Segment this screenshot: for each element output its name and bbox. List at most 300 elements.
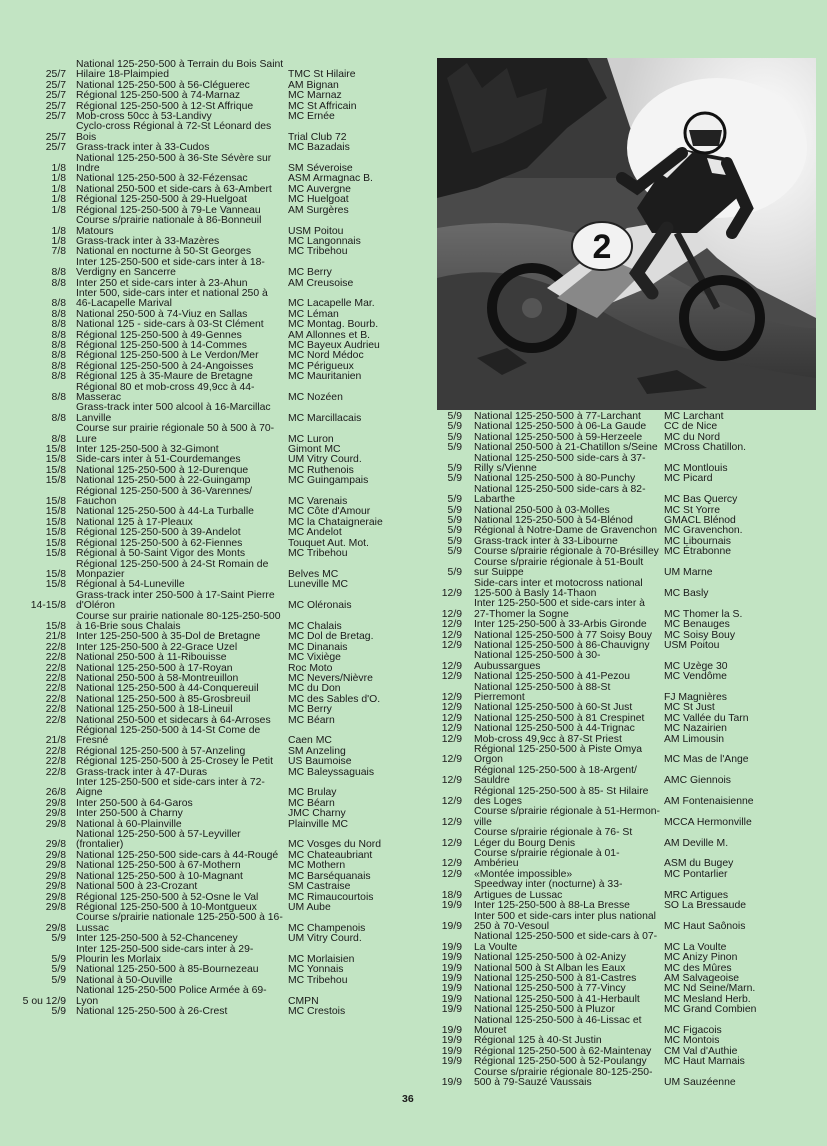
event-date: 18/9: [441, 889, 462, 901]
event-row: [22, 549, 422, 559]
event-date: 15/8: [45, 620, 66, 632]
event-description: Course s/prairie nationale 125-250-500 à 16-Lussac: [76, 912, 283, 934]
event-organizer: Plainville MC: [288, 818, 349, 830]
event-date: 25/7: [45, 142, 66, 154]
event-date: 5/9: [51, 974, 66, 986]
event-date: 19/9: [441, 962, 462, 974]
event-description: Course sur prairie régionale 50 à 500 à 70-Lure: [76, 423, 275, 445]
event-organizer: USM Poitou: [664, 639, 720, 651]
event-row: [22, 154, 422, 175]
event-description: National 125-250-500 à 30-Aubussargues: [474, 650, 601, 672]
event-row: [22, 882, 422, 892]
event-date: 5/9: [51, 1005, 66, 1017]
event-organizer: JMC Charny: [288, 808, 346, 820]
event-organizer: ASM Armagnac B.: [288, 173, 373, 185]
event-organizer: MC Béarn: [288, 797, 335, 809]
event-description: Régional 125-250-500 à 10-Montgueux: [76, 901, 257, 913]
event-organizer: MC Gravenchon.: [664, 525, 743, 537]
event-row: [22, 778, 422, 799]
event-organizer: MC St Affricain: [288, 100, 357, 112]
event-description: Régional 125-250-500 à 14-Commes: [76, 339, 247, 351]
event-organizer: UM Marne: [664, 567, 713, 579]
event-description: National 500 à St Alban les Eaux: [474, 962, 626, 974]
event-date: 12/9: [441, 796, 462, 808]
event-date: 25/7: [45, 111, 66, 123]
event-date: 22/8: [45, 704, 66, 716]
event-organizer: AM Limousin: [664, 733, 725, 745]
event-date: 29/8: [45, 849, 66, 861]
event-description: National 125-250-500 à 56-Cléguerec: [76, 79, 250, 91]
event-date: 19/9: [441, 941, 462, 953]
event-description: Grass-track inter 250-500 à 17-Saint Pierre d'Oléron: [76, 589, 275, 612]
event-description: National 125-250-500 à Pluzor: [474, 1004, 615, 1016]
event-description: National 250-500 à 58-Montreuillon: [76, 672, 239, 684]
event-description: Inter 125-250-500 à 32-Gimont: [76, 444, 219, 456]
event-date: 15/8: [45, 496, 66, 508]
event-date: 12/9: [441, 754, 462, 766]
event-organizer: MC la Chataigneraie: [288, 516, 383, 528]
event-description: National 125-250-500 à 44-Conquereuil: [76, 683, 259, 695]
event-organizer: MC Dinanais: [288, 641, 348, 653]
event-description: Régional 80 et mob-cross 49,9cc à 44-Masserac: [76, 381, 255, 403]
event-row: [22, 986, 422, 1007]
event-row: [22, 383, 422, 404]
event-date: 15/8: [45, 516, 66, 528]
event-description: Régional à 54-Luneville: [76, 579, 185, 591]
event-date: 8/8: [51, 339, 66, 351]
right-calendar-column: [428, 412, 826, 1088]
event-description: Inter 125-250-500 à 52-Chanceney: [76, 933, 238, 945]
motocross-photo: [437, 58, 816, 410]
event-organizer: MC Mothern: [288, 860, 346, 872]
event-row: [22, 424, 422, 445]
event-organizer: MC Oléronais: [288, 600, 352, 612]
event-organizer: Gimont MC: [288, 444, 341, 456]
event-date: 25/7: [45, 79, 66, 91]
event-description: National 125-250-500 à 10-Magnant: [76, 870, 243, 882]
event-organizer: Luneville MC: [288, 579, 349, 591]
event-organizer: MC Périgueux: [288, 360, 354, 372]
event-description: Régional 125-250-500 à 62-Maintenay: [474, 1045, 652, 1057]
event-description: Inter 500, side-cars inter et national 250 à 46-Lacapelle Marival: [76, 287, 268, 310]
event-description: Grass-track inter 500 alcool à 16-Marcillac Lanville: [76, 402, 271, 424]
event-organizer: MC Nazairien: [664, 723, 727, 735]
event-date: 8/8: [51, 298, 66, 310]
event-date: 15/8: [45, 475, 66, 487]
event-date: 19/9: [441, 1077, 462, 1088]
event-description: Grass-track inter à 47-Duras: [76, 766, 208, 778]
event-description: National 125-250-500 à 67-Mothern: [76, 860, 241, 872]
event-date: 8/8: [51, 329, 66, 341]
event-row: [22, 487, 422, 508]
event-organizer: MCCA Hermonville: [664, 816, 752, 828]
event-organizer: MC Baleyssaguais: [288, 766, 375, 778]
event-date: 12/9: [441, 733, 462, 745]
event-date: 5/9: [447, 411, 462, 422]
event-organizer: MC Ernée: [288, 111, 335, 123]
event-organizer: MCross Chatillon.: [664, 442, 746, 454]
event-description: Grass-track inter à 33-Mazères: [76, 235, 220, 247]
event-organizer: MC Haut Saônois: [664, 920, 746, 932]
event-row: [428, 953, 826, 963]
event-description: Mob-cross 50cc à 53-Landivy: [76, 111, 212, 123]
event-organizer: AM Surgères: [288, 204, 349, 216]
event-date: 14-15/8: [30, 600, 66, 612]
event-date: 12/9: [441, 619, 462, 631]
event-organizer: MC Huelgoat: [288, 194, 349, 206]
event-date: 12/9: [441, 671, 462, 683]
event-description: Inter 250-500 à Charny: [76, 808, 183, 820]
event-row: [22, 913, 422, 934]
event-organizer: MC Barséquanais: [288, 870, 371, 882]
event-date: 19/9: [441, 952, 462, 964]
event-organizer: MC Marnaz: [288, 90, 342, 102]
event-row: [428, 1005, 826, 1015]
event-date: 29/8: [45, 870, 66, 882]
event-description: Grass-track inter à 33-Cudos: [76, 142, 210, 154]
event-description: Régional à 50-Saint Vigor des Monts: [76, 548, 246, 560]
event-organizer: MC Auvergne: [288, 183, 351, 195]
event-date: 25/7: [45, 131, 66, 143]
event-date: 29/8: [45, 901, 66, 913]
event-organizer: AM Creusoise: [288, 277, 354, 289]
event-description: Régional 125-250-500 à 39-Andelot: [76, 527, 241, 539]
event-organizer: MC Andelot: [288, 527, 342, 539]
event-date: 22/8: [45, 756, 66, 768]
event-row: [22, 934, 422, 944]
event-description: National 125-250-500 à 36-Ste Sévère sur Indre: [76, 152, 272, 175]
event-date: 5/9: [51, 953, 66, 965]
event-row: [22, 60, 422, 81]
event-description: Inter 250 et side-cars inter à 23-Ahun: [76, 277, 248, 289]
event-organizer: TMC St Hilaire: [288, 69, 356, 81]
event-description: National 500 à 23-Crozant: [76, 881, 198, 893]
event-date: 25/7: [45, 90, 66, 102]
event-row: [428, 672, 826, 682]
event-description: Inter 125-250-500 à 22-Grace Uzel: [76, 641, 238, 653]
event-row: [428, 454, 826, 475]
event-description: «Montée impossible»: [474, 868, 573, 880]
event-date: 12/9: [441, 629, 462, 641]
event-date: 22/8: [45, 641, 66, 653]
event-description: Inter 250-500 à 64-Garos: [76, 797, 193, 809]
event-organizer: AM Deville M.: [664, 837, 729, 849]
left-calendar-column: [22, 60, 422, 1017]
event-organizer: MC Grand Combien: [664, 1004, 757, 1016]
event-description: National 125-250-500 à 17-Royan: [76, 662, 233, 674]
event-organizer: MC Nord Médoc: [288, 350, 364, 362]
event-description: National 125-250-500 à 54-Blénod: [474, 515, 633, 527]
event-date: 15/8: [45, 537, 66, 549]
event-organizer: MC Berry: [288, 704, 332, 716]
event-organizer: AMC Giennois: [664, 775, 731, 787]
event-description: Régional 125-250-500 à Le Verdon/Mer: [76, 350, 259, 362]
event-description: Régional 125-250-500 à 24-St Romain de Monpazier: [76, 558, 269, 580]
event-row: [428, 787, 826, 808]
photo-number-plate: 2: [592, 228, 612, 266]
event-organizer: MC Montlouis: [664, 463, 728, 475]
event-date: 21/8: [45, 735, 66, 747]
event-description: National 125-250-500 à 44-Trignac: [474, 723, 635, 735]
event-description: Course s/prairie régionale 80-125-250-500 à 79-Sauzé Vaussais: [474, 1066, 653, 1088]
event-date: 12/9: [441, 587, 462, 599]
event-date: 8/8: [51, 267, 66, 279]
event-organizer: MC Bazadais: [288, 142, 350, 154]
event-description: Course s/prairie régionale à 76- St Léger du Bourg Denis: [474, 827, 633, 849]
event-organizer: MC Vosges du Nord: [288, 839, 381, 851]
event-organizer: MC Nozéen: [288, 392, 343, 403]
event-organizer: MC St Just: [664, 702, 715, 714]
event-organizer: CMPN: [288, 995, 319, 1007]
event-organizer: MC Montag. Bourb.: [288, 319, 379, 331]
event-description: Inter 125-250-500 à 33-Arbis Gironde: [474, 619, 647, 631]
event-organizer: MC Anizy Pinon: [664, 952, 738, 964]
event-description: Inter 125-250-500 à 88-La Bresse: [474, 900, 630, 912]
event-description: Régional 125 à 35-Maure de Bretagne: [76, 371, 253, 383]
event-organizer: MC Côte d'Amour: [288, 506, 371, 518]
event-description: National 125-250-500 Police Armée à 69-Lyon: [76, 985, 267, 1007]
event-date: 15/8: [45, 548, 66, 560]
event-organizer: MC Dol de Bretag.: [288, 631, 374, 643]
event-organizer: CC de Nice: [664, 421, 718, 433]
event-description: National 125-250-500 à 18-Lineuil: [76, 704, 233, 716]
event-organizer: MC Langonnais: [288, 235, 361, 247]
event-organizer: MC Marcillacais: [288, 412, 362, 424]
event-organizer: MC Vixiège: [288, 652, 341, 664]
event-description: Régional 125-250-500 à 18-Argent/ Sauldre: [474, 764, 637, 787]
event-description: National 250-500 à 03-Molles: [474, 504, 610, 516]
event-date: 5/9: [447, 567, 462, 579]
event-date: 12/9: [441, 702, 462, 714]
event-description: National en nocturne à 50-St Georges: [76, 246, 252, 258]
event-description: National 125-250-500 à 41-Pezou: [474, 671, 630, 683]
event-organizer: MC St Yorre: [664, 504, 721, 516]
event-row: [428, 932, 826, 953]
event-date: 25/7: [45, 100, 66, 112]
event-organizer: MC Montois: [664, 1035, 720, 1047]
event-description: Course sur prairie nationale 80-125-250-500 à 16-Brie sous Chalais: [76, 610, 281, 632]
event-description: Régional 125-250-500 à 36-Varennes/ Fauchon: [76, 485, 252, 508]
event-organizer: MC Vendôme: [664, 671, 727, 683]
event-organizer: MC Tribehou: [288, 974, 348, 986]
event-row: [428, 599, 826, 620]
event-organizer: MC Mas de l'Ange: [664, 754, 749, 766]
event-date: 29/8: [45, 891, 66, 903]
event-row: [22, 591, 422, 612]
event-row: [22, 403, 422, 424]
event-date: 5/9: [447, 463, 462, 475]
event-description: Course s/prairie nationale à 86-Bonneuil Matours: [76, 215, 262, 237]
event-organizer: MC Tribehou: [288, 548, 348, 560]
event-description: National 125-250-500 à Terrain du Bois Saint Hilaire 18-Plaimpied: [76, 59, 284, 81]
event-date: 12/9: [441, 660, 462, 672]
event-organizer: USM Poitou: [288, 225, 344, 237]
event-date: 15/8: [45, 527, 66, 539]
event-description: National 125-250-500 à 60-St Just: [474, 702, 633, 714]
event-date: 19/9: [441, 993, 462, 1005]
event-date: 22/8: [45, 766, 66, 778]
event-date: 12/9: [441, 775, 462, 787]
event-date: 5/9: [447, 431, 462, 443]
event-date: 8/8: [51, 319, 66, 331]
event-date: 19/9: [441, 920, 462, 932]
event-date: 8/8: [51, 392, 66, 403]
event-description: Régional 125-250-500 à 79-Le Vanneau: [76, 204, 261, 216]
event-organizer: MC Crestois: [288, 1005, 346, 1017]
event-organizer: Caen MC: [288, 735, 332, 747]
event-organizer: MC Brulay: [288, 787, 337, 799]
event-date: 29/8: [45, 808, 66, 820]
event-description: Régional 125-250-500 à 29-Huelgoat: [76, 194, 247, 206]
event-date: 8/8: [51, 360, 66, 372]
event-date: 5/9: [447, 473, 462, 485]
event-organizer: MC Morlaisien: [288, 953, 355, 965]
event-organizer: SM Anzeling: [288, 745, 346, 757]
event-organizer: MC Tribehou: [288, 246, 348, 258]
event-description: National 125-250-500 à 77 Soisy Bouy: [474, 629, 652, 641]
event-date: 8/8: [51, 412, 66, 424]
event-organizer: MRC Artigues: [664, 889, 729, 901]
event-description: Speedway inter (nocturne) à 33-Artigues de Lussac: [474, 879, 623, 901]
event-date: 29/8: [45, 881, 66, 893]
page-number: 36: [402, 1093, 414, 1105]
event-description: Régional 125-250-500 à 74-Marnaz: [76, 90, 241, 102]
event-description: National 250-500 à 21-Chatillon s/Seine: [474, 442, 658, 454]
event-description: National 125-250-500 à 77-Larchant: [474, 411, 641, 422]
event-row: [428, 849, 826, 870]
event-organizer: MC Béarn: [288, 714, 335, 726]
event-description: Inter 125-250-500 à 35-Dol de Bretagne: [76, 631, 261, 643]
event-description: National 125-250-500 side-cars à 37-Rilly s/Vienne: [474, 452, 646, 475]
event-organizer: CM Val d'Authie: [664, 1045, 738, 1057]
event-description: Inter 125-250-500 side-cars inter à 29-Plourin les Morlaix: [76, 943, 254, 965]
event-description: National 125-250-500 et side-cars à 07-La Voulte: [474, 931, 658, 953]
event-date: 19/9: [441, 972, 462, 984]
event-date: 12/9: [441, 868, 462, 880]
event-organizer: AM Salvageoise: [664, 972, 740, 984]
event-description: National 125-250-500 à 86-Chauvigny: [474, 639, 650, 651]
event-description: Régional 125-250-500 à 12-St Affrique: [76, 100, 254, 112]
event-organizer: MC des Sables d'O.: [288, 693, 381, 705]
event-organizer: MC Nd Seine/Marn.: [664, 983, 756, 995]
event-description: Side-cars inter à 51-Courdemanges: [76, 454, 241, 466]
event-organizer: MC Libournais: [664, 535, 731, 547]
event-date: 25/7: [45, 69, 66, 81]
event-date: 19/9: [441, 1056, 462, 1068]
event-row: [22, 122, 422, 143]
event-organizer: UM Vitry Courd.: [288, 933, 362, 945]
event-organizer: UM Aube: [288, 901, 331, 913]
event-row: [22, 1007, 422, 1017]
event-date: 5/9: [447, 525, 462, 537]
event-organizer: US Baumoise: [288, 756, 352, 768]
event-organizer: MC Basly: [664, 587, 709, 599]
event-description: National 125 - side-cars à 03-St Clément: [76, 319, 264, 331]
event-description: National 125-250-500 à 81-Castres: [474, 972, 637, 984]
event-organizer: MC Vallée du Tarn: [664, 712, 749, 724]
event-row: [428, 620, 826, 630]
event-organizer: MC Luron: [288, 433, 334, 445]
event-row: [22, 945, 422, 966]
event-organizer: MC du Nord: [664, 431, 721, 443]
event-date: 8/8: [51, 277, 66, 289]
event-organizer: Touquet Aut. Mot.: [288, 537, 369, 549]
event-date: 22/8: [45, 714, 66, 726]
event-date: 22/8: [45, 745, 66, 757]
event-organizer: SO La Bressaude: [664, 900, 747, 912]
event-organizer: MC Chalais: [288, 620, 342, 632]
event-row: [22, 216, 422, 237]
event-organizer: AM Allonnes et B.: [288, 329, 371, 341]
event-date: 8/8: [51, 371, 66, 383]
event-date: 5/9: [447, 421, 462, 433]
event-description: Régional 125-250-500 à 25-Crosey le Petit: [76, 756, 273, 768]
event-description: National 125-250-500 à 57-Leyviller (frontalier): [76, 829, 241, 851]
event-organizer: MC Pontarlier: [664, 868, 728, 880]
event-description: National 250-500 à 74-Viuz en Sallas: [76, 308, 248, 320]
event-organizer: Trial Club 72: [288, 131, 347, 143]
event-date: 1/8: [51, 173, 66, 185]
event-organizer: SM Séveroise: [288, 163, 353, 175]
event-description: Inter 500 et side-cars inter plus national 250 à 70-Vesoul: [474, 910, 656, 932]
event-description: National 125-250-500 à 81 Crespinet: [474, 712, 645, 724]
event-date: 29/8: [45, 839, 66, 851]
event-organizer: Belves MC: [288, 568, 339, 580]
event-organizer: MC Nevers/Nièvre: [288, 672, 373, 684]
event-organizer: MC Berry: [288, 267, 332, 279]
event-row: [428, 828, 826, 849]
event-description: Régional 125-250-500 à 52-Osne le Val: [76, 891, 259, 903]
event-description: Course s/prairie régionale à 01-Ambérieu: [474, 848, 620, 870]
event-date: 22/8: [45, 662, 66, 674]
event-date: 15/8: [45, 464, 66, 476]
event-description: Régional 125-250-500 à 52-Poulangy: [474, 1056, 647, 1068]
event-row: [22, 560, 422, 581]
event-date: 19/9: [441, 1004, 462, 1016]
event-date: 29/8: [45, 797, 66, 809]
event-organizer: Roc Moto: [288, 662, 333, 674]
event-row: [22, 830, 422, 851]
event-description: Régional 125-250-500 à Piste Omya Orgon: [474, 744, 643, 766]
event-organizer: MC Haut Marnais: [664, 1056, 745, 1068]
event-description: Inter 125-250-500 et side-cars inter à 27-Thomer la Sogne: [474, 598, 645, 620]
event-description: National 125-250-500 à 44-La Turballe: [76, 506, 254, 518]
event-date: 5/9: [447, 546, 462, 558]
event-row: [428, 1068, 826, 1089]
event-organizer: AM Fontenaisienne: [664, 796, 754, 808]
event-description: Inter 125-250-500 et side-cars inter à 18-Verdigny en Sancerre: [76, 256, 265, 279]
event-organizer: UM Vitry Courd.: [288, 454, 362, 466]
event-description: Cyclo-cross Régional à 72-St Léonard des Bois: [76, 121, 272, 143]
event-description: National 125-250-500 à 06-La Gaude: [474, 421, 647, 433]
event-organizer: MC Picard: [664, 473, 713, 485]
event-description: Régional 125-250-500 à 49-Gennes: [76, 329, 242, 341]
event-organizer: MC des Mûres: [664, 962, 732, 974]
event-description: Side-cars inter et motocross national 125-500 à Basly 14-Thaon: [474, 577, 643, 599]
event-description: National 125-250-500 side-cars à 44-Rougé: [76, 849, 279, 861]
event-description: National à 50-Ouville: [76, 974, 173, 986]
event-description: National 125-250-500 side-cars à 82-Labarthe: [474, 483, 646, 506]
event-date: 5/9: [51, 933, 66, 945]
event-description: National 125-250-500 à 12-Durenque: [76, 464, 249, 476]
event-organizer: MC Lacapelle Mar.: [288, 298, 375, 310]
event-organizer: MC Chateaubriant: [288, 849, 373, 861]
event-organizer: MC La Voulte: [664, 941, 727, 953]
event-date: 19/9: [441, 1035, 462, 1047]
event-organizer: FJ Magnières: [664, 691, 727, 703]
event-organizer: AM Bignan: [288, 79, 339, 91]
event-description: National 250-500 et side-cars à 63-Ambert: [76, 183, 272, 195]
